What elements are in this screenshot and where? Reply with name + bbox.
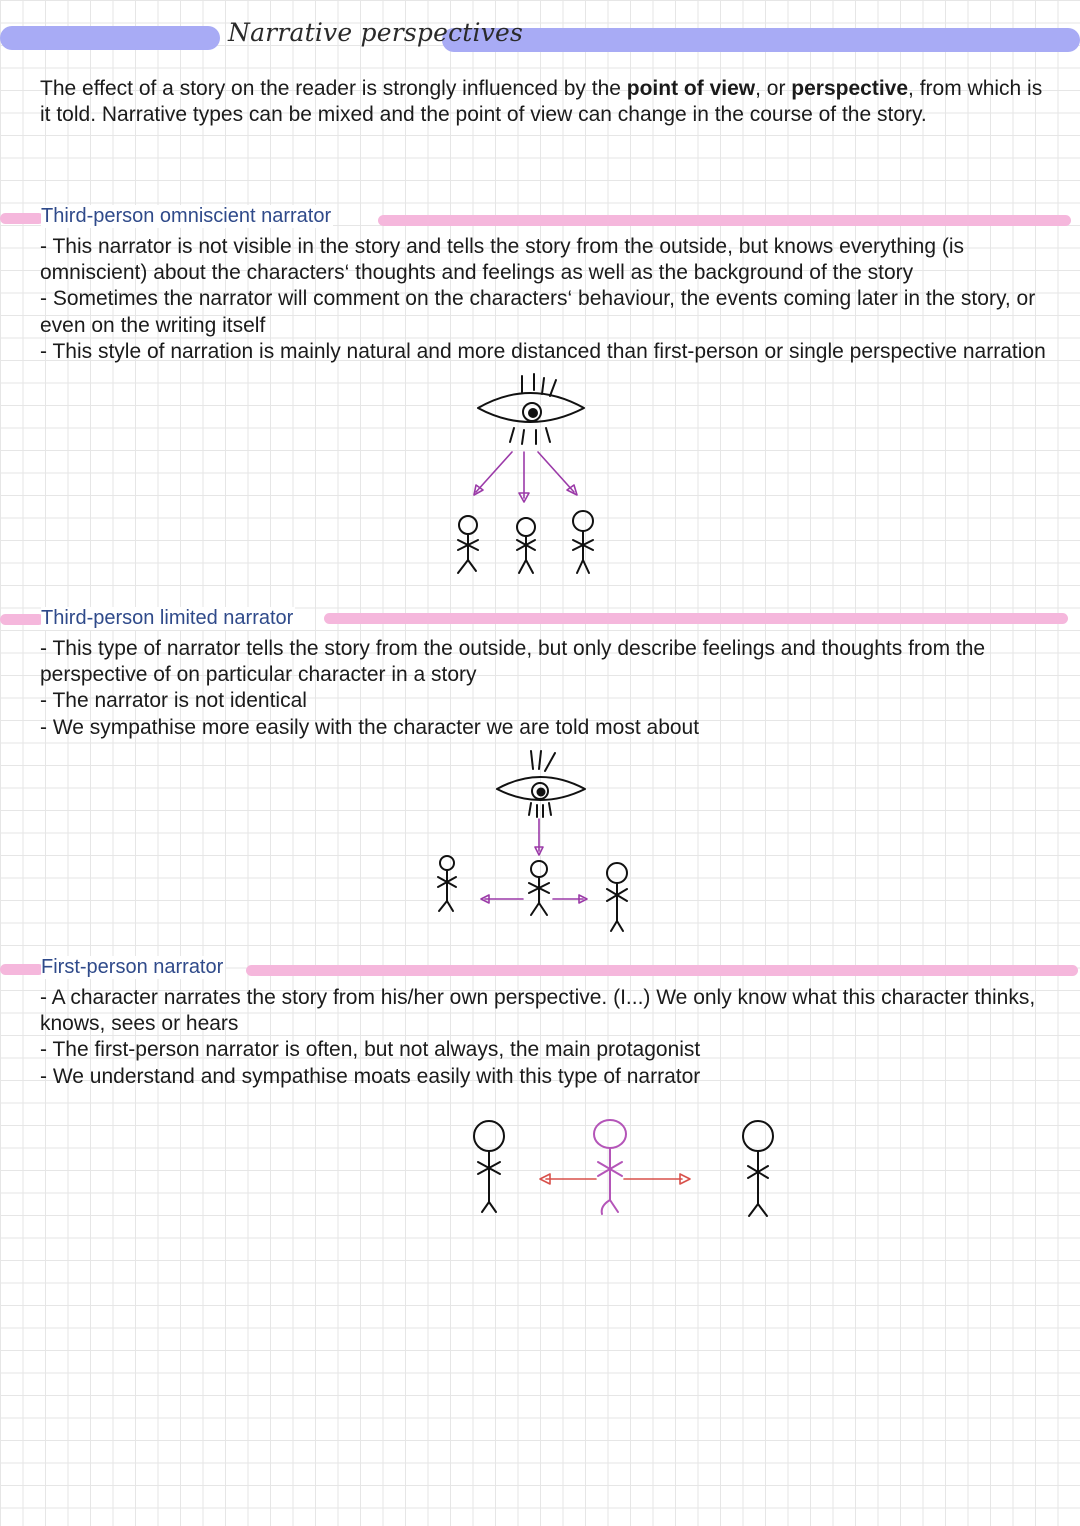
intro-bold-point-of-view: point of view bbox=[626, 77, 756, 100]
bullet-list-omniscient bbox=[40, 234, 1050, 365]
section-bar-right bbox=[324, 613, 1068, 624]
section-bar-right bbox=[246, 965, 1078, 976]
focal-character-icon bbox=[529, 861, 549, 915]
bullet-list-limited bbox=[40, 636, 1050, 741]
eye-icon bbox=[478, 374, 584, 444]
person-icon bbox=[438, 856, 456, 911]
person-icon bbox=[458, 516, 478, 573]
section-heading-limited: Third-person limited narrator bbox=[41, 607, 294, 629]
list-item: - This type of narrator tells the story from the outside, but only describe feelings and thoughts from the perspective of on particular character in a story bbox=[40, 637, 986, 687]
person-icon bbox=[607, 863, 627, 931]
section-bar-left bbox=[0, 614, 44, 625]
list-item: - A character narrates the story from his/her own perspective. (I...) We only know what this character thinks, knows, sees or hears bbox=[40, 986, 1036, 1036]
list-item: - We understand and sympathise moats easily with this type of narrator bbox=[40, 1064, 701, 1088]
limited-narrator-diagram bbox=[425, 745, 635, 935]
intro-paragraph: The effect of a story on the reader is strongly influenced by the point of view, or perspective, from which is it told. Narrative types can be mixed and the point of view can change in the course of the story. bbox=[40, 77, 1043, 127]
title-bar-left bbox=[0, 26, 220, 50]
section-bar-left bbox=[0, 964, 44, 975]
character-arrows bbox=[481, 895, 587, 903]
perspective-arrow-down bbox=[535, 819, 543, 855]
section-heading-omniscient: Third-person omniscient narrator bbox=[41, 205, 332, 227]
perspective-arrows bbox=[540, 1174, 690, 1184]
title-bar-right bbox=[442, 28, 1080, 52]
list-item: - The narrator is not identical bbox=[40, 689, 307, 713]
narrator-character-icon bbox=[594, 1120, 626, 1214]
section-bar-right bbox=[378, 215, 1071, 226]
person-icon bbox=[573, 511, 593, 573]
person-icon bbox=[743, 1121, 773, 1216]
list-item: - We sympathise more easily with the character we are told most about bbox=[40, 715, 700, 739]
perspective-arrows bbox=[474, 452, 577, 502]
section-heading-first-person: First-person narrator bbox=[41, 956, 224, 978]
first-person-narrator-diagram bbox=[460, 1112, 780, 1222]
person-icon bbox=[474, 1121, 504, 1212]
eye-icon bbox=[497, 751, 585, 817]
intro-bold-perspective: perspective bbox=[791, 77, 909, 100]
list-item: - The first-person narrator is often, but not always, the main protagonist bbox=[40, 1038, 701, 1062]
list-item: - This style of narration is mainly natural and more distanced than first-person or single perspective narration bbox=[40, 339, 1046, 363]
page-title: Narrative perspectives bbox=[228, 18, 524, 47]
bullet-list-first-person bbox=[40, 985, 1050, 1090]
person-icon bbox=[517, 518, 535, 573]
character-figures bbox=[458, 511, 593, 573]
omniscient-narrator-diagram bbox=[440, 368, 620, 583]
list-item: - Sometimes the narrator will comment on the characters‘ behaviour, the events coming later in the story, or even on the writing itself bbox=[40, 287, 1036, 337]
section-bar-left bbox=[0, 213, 44, 224]
list-item: - This narrator is not visible in the story and tells the story from the outside, but knows everything (is omniscient) about the characters‘ thoughts and feelings as well as the background of the story bbox=[40, 235, 965, 285]
